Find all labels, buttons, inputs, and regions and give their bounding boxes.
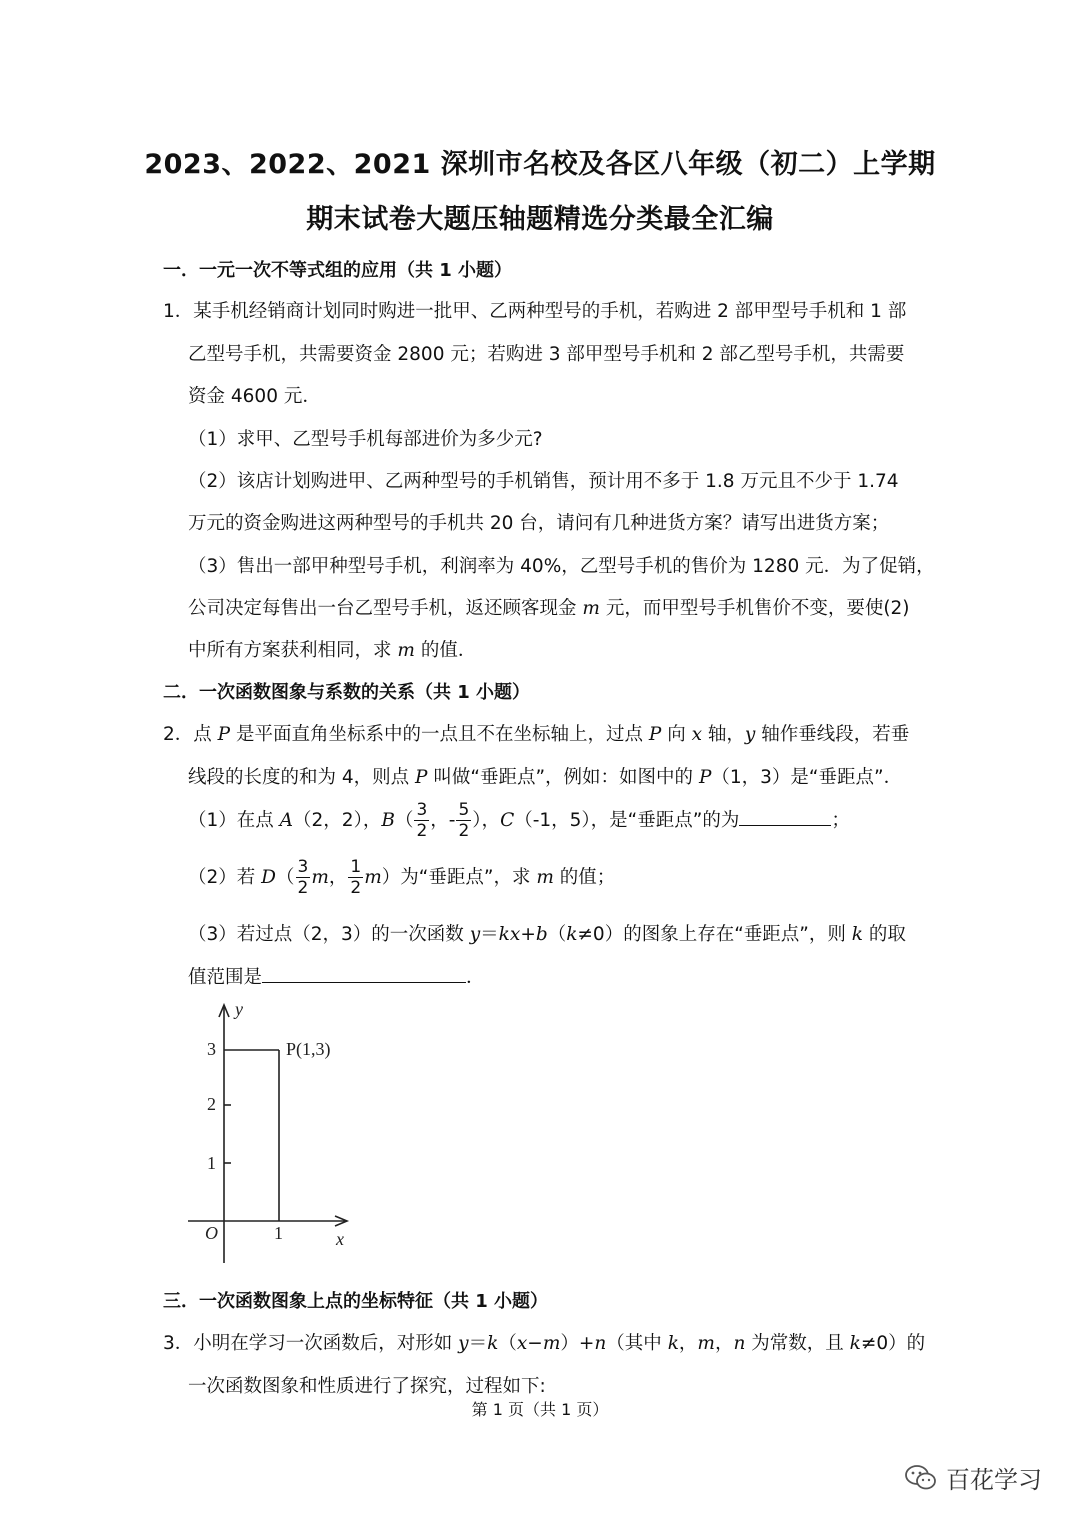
x-axis-label: x — [336, 1229, 344, 1249]
q1-sub3-line1: （3）售出一部甲种型号手机，利润率为 40%，乙型号手机的售价为 1280 元．为了促销， — [188, 556, 935, 577]
q1-sub2-line2: 万元的资金购进这两种型号的手机共 20 台，请问有几种进货方案？请写出进货方案； — [188, 513, 890, 534]
section-heading-2: 二．一次函数图象与系数的关系（共 1 小题） — [163, 682, 531, 703]
point-p-label: P(1,3) — [286, 1039, 331, 1059]
q1-line2: 乙型号手机，共需要资金 2800 元；若购进 3 部甲型号手机和 2 部乙型号手机，共需要 — [188, 344, 905, 365]
q1-line1: 1．某手机经销商计划同时购进一批甲、乙两种型号的手机，若购进 2 部甲型号手机和 1 部 — [163, 301, 907, 322]
watermark-text: 百花学习 — [946, 1466, 1042, 1494]
watermark — [904, 1460, 1042, 1495]
q3-line2: 一次函数图象和性质进行了探究，过程如下: — [188, 1376, 546, 1397]
wechat-icon — [904, 1463, 938, 1493]
origin-label: O — [205, 1223, 218, 1243]
y-tick-label-1: 1 — [207, 1153, 216, 1173]
q1-line3: 资金 4600 元． — [188, 386, 321, 407]
y-tick-label-2: 2 — [207, 1094, 216, 1114]
answer-blank-2[interactable] — [262, 964, 466, 983]
q1-sub2-line1: （2）该店计划购进甲、乙两种型号的手机销售，预计用不多于 1.8 万元且不少于 1.74 — [188, 471, 899, 492]
title-line2: 期末试卷大题压轴题精选分类最全汇编 — [306, 204, 774, 235]
q2-sub1: （1）在点 A（2，2），B（ $\frac{3}{2}$ ，- $\frac{5}{2}$ ），C（-1，5），是“垂距点”的为 ； — [188, 800, 850, 841]
y-axis-label: y — [235, 999, 243, 1019]
section-heading-3: 三．一次函数图象上点的坐标特征（共 1 小题） — [163, 1291, 549, 1312]
q1-sub1: （1）求甲、乙型号手机每部进价为多少元? — [188, 429, 543, 450]
q3-line1: 3．小明在学习一次函数后，对形如 y＝k（x−m）+n（其中 k，m，n 为常数，且 k≠0）的 — [163, 1333, 926, 1354]
section-heading-1: 一．一元一次不等式组的应用（共 1 小题） — [163, 260, 513, 281]
q2-sub2: （2）若 D（ $\frac{3}{2}$ m， $\frac{1}{2}$ m）为“垂距点”，求 m 的值； — [188, 857, 616, 898]
fraction-3-2: $\frac{3}{2}$ — [416, 800, 428, 841]
fraction-5-2: $\frac{5}{2}$ — [458, 800, 470, 841]
q2-line2: 线段的长度的和为 4，则点 P 叫做“垂距点”，例如：如图中的 P（1，3）是“垂距点”． — [188, 767, 903, 788]
answer-blank-1[interactable] — [739, 807, 831, 826]
fraction-3-2-m: $\frac{3}{2}$ — [297, 857, 309, 898]
q1-sub3-line2: 公司决定每售出一台乙型号手机，返还顾客现金 m 元，而甲型号手机售价不变，要使(2) — [188, 598, 910, 619]
coordinate-graph — [180, 995, 370, 1270]
q1-sub3-line3: 中所有方案获利相同，求 m 的值． — [188, 640, 477, 661]
q2-line1: 2．点 P 是平面直角坐标系中的一点且不在坐标轴上，过点 P 向 x 轴，y 轴作垂线段，若垂 — [163, 724, 910, 745]
q2-sub3-line2: 值范围是 ． — [188, 963, 485, 989]
title-line1: 2023、2022、2021 深圳市名校及各区八年级（初二）上学期 — [144, 149, 936, 180]
q2-sub3-line1: （3）若过点（2，3）的一次函数 y＝kx+b（k≠0）的图象上存在“垂距点”，则 k 的取 — [188, 924, 906, 945]
fraction-1-2-m: $\frac{1}{2}$ — [350, 857, 362, 898]
y-tick-label-3: 3 — [207, 1039, 216, 1059]
page-footer: 第 1 页（共 1 页） — [471, 1400, 609, 1419]
x-tick-label-1: 1 — [274, 1223, 283, 1243]
